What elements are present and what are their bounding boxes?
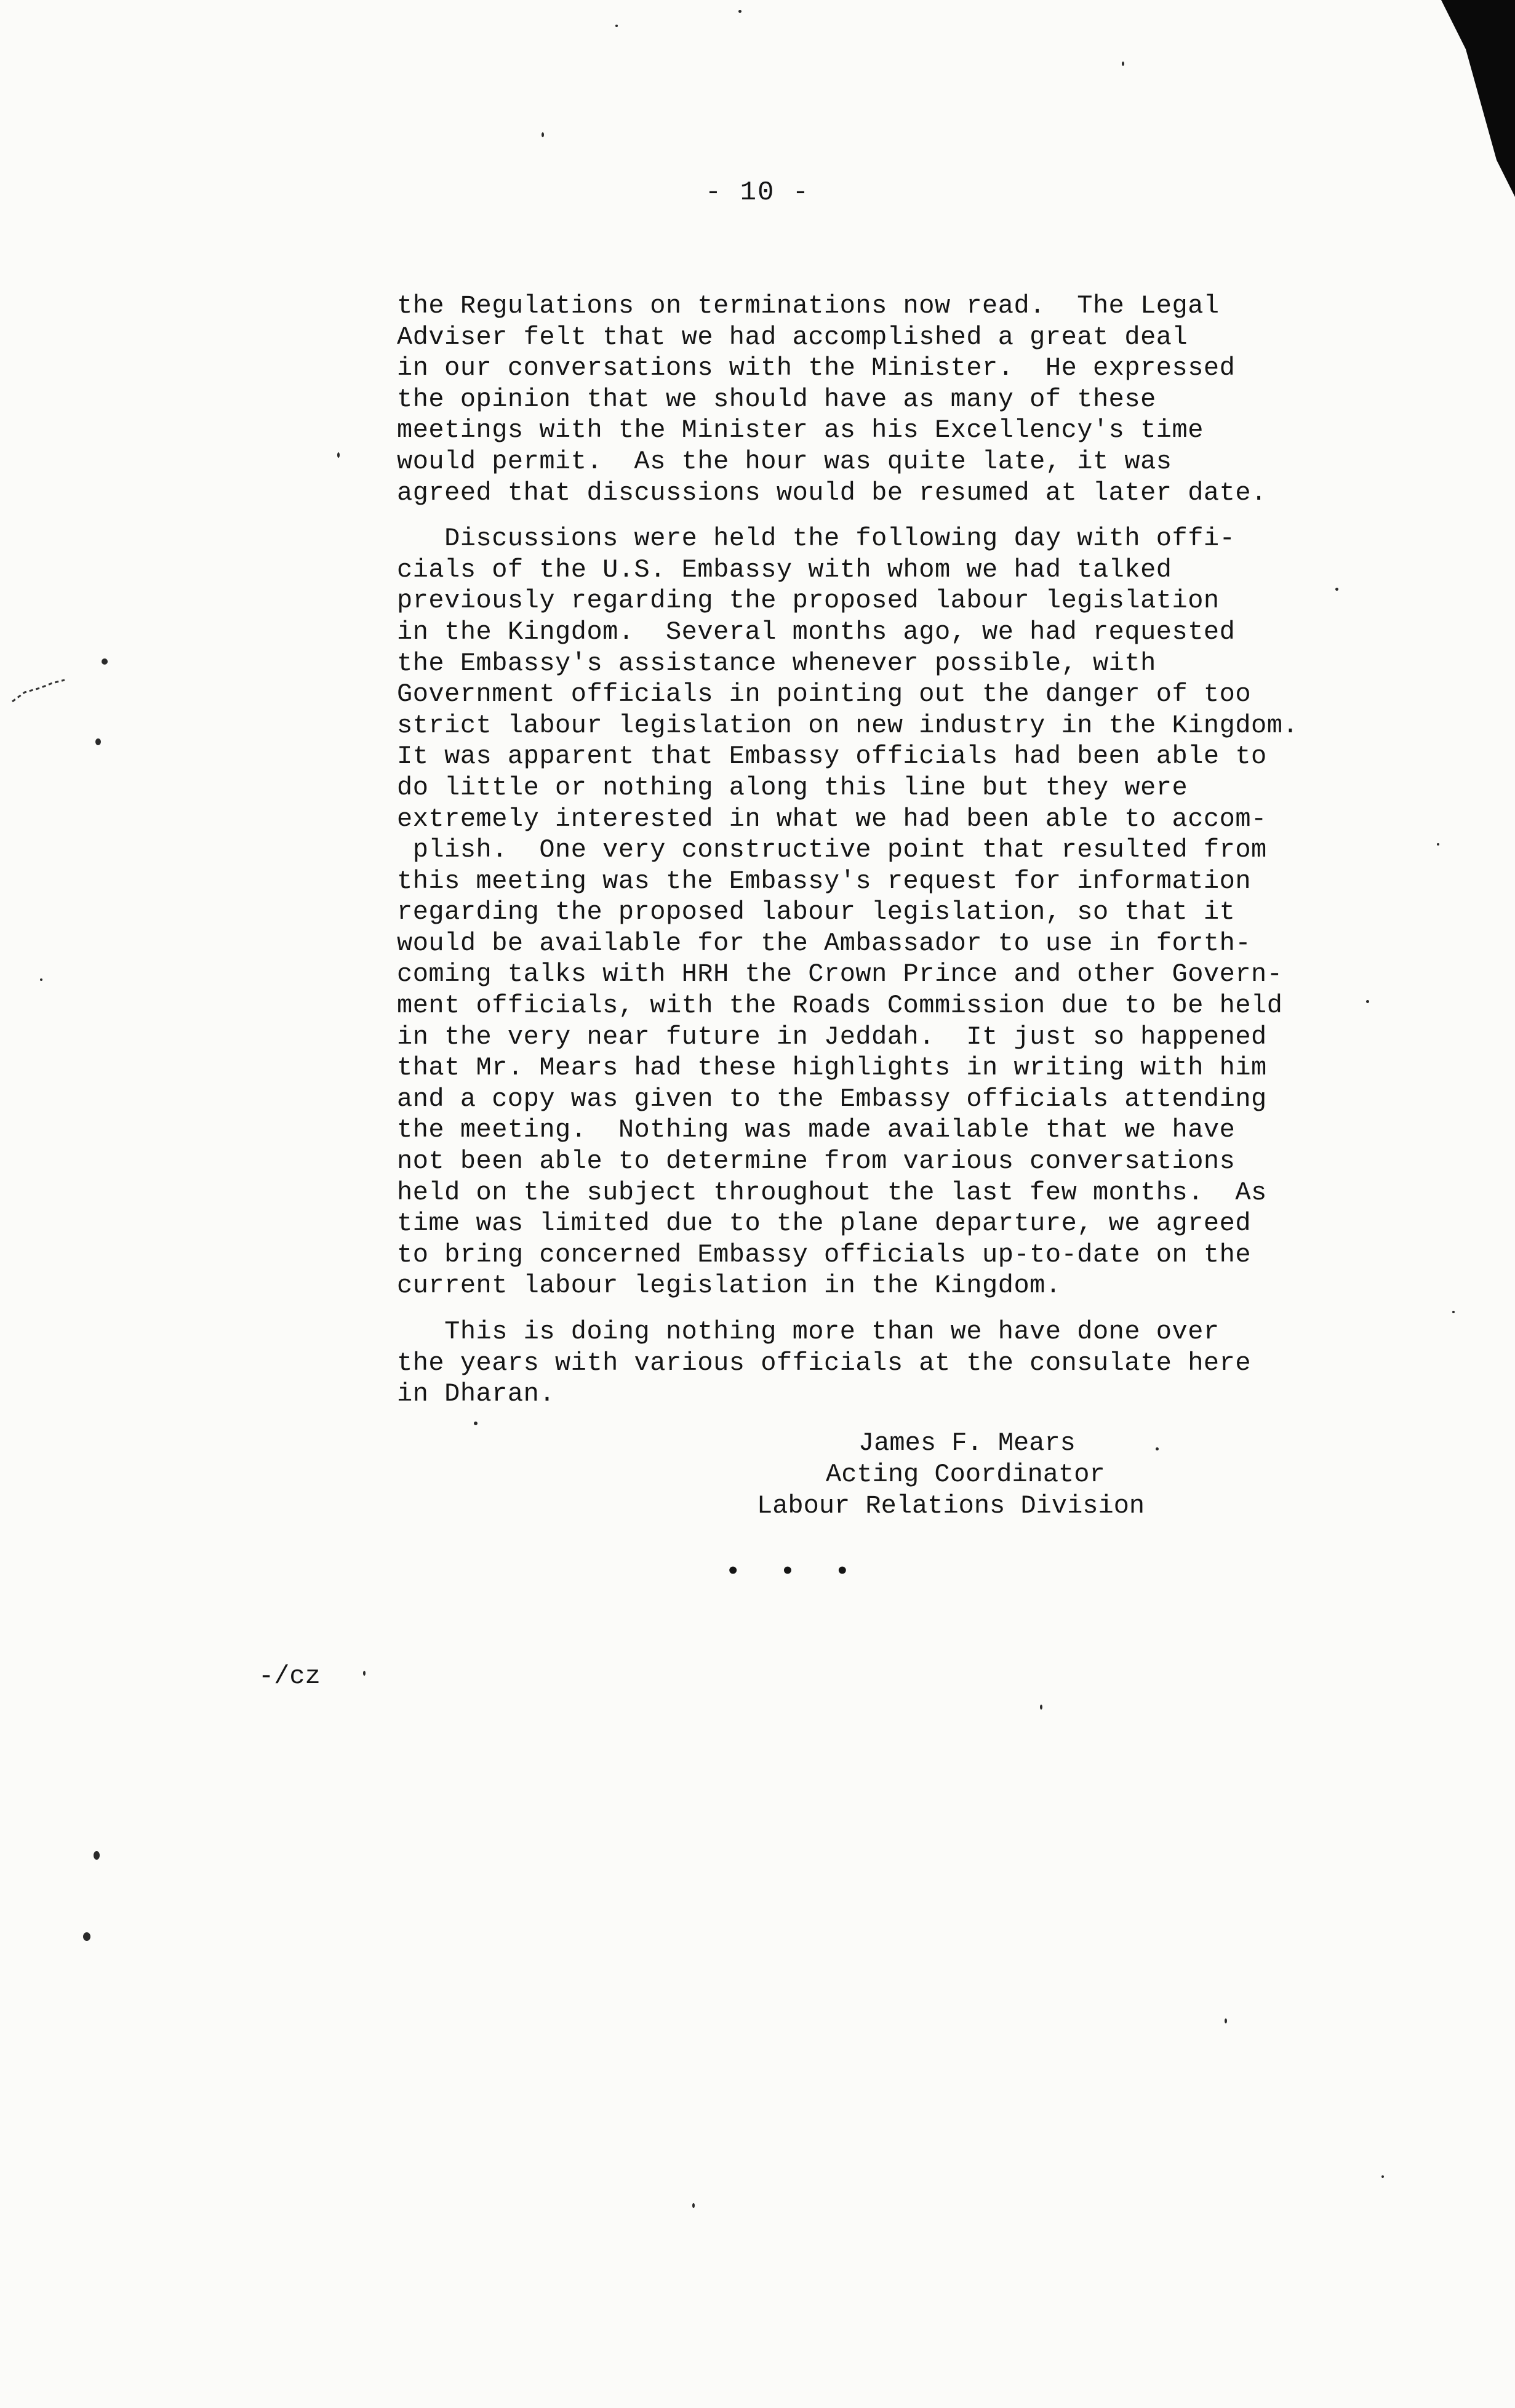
scan-speck bbox=[1335, 588, 1338, 591]
text-line: agreed that discussions would be resumed at later date. bbox=[397, 478, 1267, 508]
signatory-division: Labour Relations Division bbox=[757, 1491, 1145, 1521]
scan-speck bbox=[1122, 62, 1124, 66]
text-line: plish. One very constructive point that resulted from bbox=[397, 835, 1267, 865]
scan-speck bbox=[1366, 1000, 1369, 1003]
scan-speck bbox=[94, 1851, 100, 1860]
text-line: It was apparent that Embassy officials had been able to bbox=[397, 742, 1267, 772]
scan-speck bbox=[1437, 843, 1439, 846]
section-ellipsis: • • • bbox=[725, 1557, 862, 1588]
text-line: This is doing nothing more than we have done over bbox=[397, 1317, 1220, 1346]
text-line: meetings with the Minister as his Excellency's time bbox=[397, 415, 1204, 446]
scan-speck bbox=[1225, 2018, 1227, 2023]
scan-speck bbox=[95, 738, 101, 745]
text-line: do little or nothing along this line but they were bbox=[397, 772, 1188, 802]
text-line: Adviser felt that we had accomplished a great deal bbox=[397, 322, 1188, 352]
text-line: in the very near future in Jeddah. It just so happened bbox=[397, 1022, 1267, 1052]
page-number: - 10 - bbox=[705, 177, 810, 208]
scan-speck bbox=[1156, 1447, 1159, 1450]
text-line: in the Kingdom. Several months ago, we had requested bbox=[397, 617, 1236, 647]
text-line: the Regulations on terminations now read. The Legal bbox=[397, 291, 1220, 321]
scan-speck bbox=[337, 452, 340, 458]
text-line: current labour legislation in the Kingdom. bbox=[397, 1271, 1061, 1301]
scan-speck bbox=[102, 658, 108, 665]
text-line: cials of the U.S. Embassy with whom we had talked bbox=[397, 554, 1172, 585]
text-line: in Dharan. bbox=[397, 1379, 556, 1409]
text-line: ment officials, with the Roads Commission due to be held bbox=[397, 991, 1283, 1021]
scan-speck bbox=[542, 132, 544, 137]
scan-edge-shadow bbox=[1441, 0, 1515, 197]
text-line: previously regarding the proposed labour legislation bbox=[397, 586, 1220, 616]
scan-speck bbox=[738, 10, 742, 13]
scan-speck bbox=[83, 1932, 90, 1941]
paragraph-1 bbox=[397, 290, 1357, 508]
letter-body bbox=[397, 290, 1357, 1410]
text-line: strict labour legislation on new industry in the Kingdom. bbox=[397, 710, 1299, 740]
paragraph-2 bbox=[397, 523, 1357, 1302]
text-line: time was limited due to the plane departure, we agreed bbox=[397, 1209, 1252, 1239]
text-line: regarding the proposed labour legislation, so that it bbox=[397, 897, 1236, 927]
text-line: held on the subject throughout the last few months. As bbox=[397, 1177, 1267, 1207]
text-line: the meeting. Nothing was made available that we have bbox=[397, 1115, 1236, 1145]
text-line: would permit. As the hour was quite late, it was bbox=[397, 446, 1172, 476]
scan-speck bbox=[40, 978, 42, 981]
text-line: coming talks with HRH the Crown Prince and other Govern- bbox=[397, 959, 1283, 990]
text-line: this meeting was the Embassy's request for information bbox=[397, 866, 1252, 896]
text-line: the Embassy's assistance whenever possible, with bbox=[397, 648, 1156, 678]
text-line: Government officials in pointing out the danger of too bbox=[397, 679, 1252, 710]
signatory-name: James F. Mears bbox=[858, 1428, 1076, 1458]
text-line: to bring concerned Embassy officials up-to-date on the bbox=[397, 1239, 1252, 1270]
text-line: extremely interested in what we had been able to accom- bbox=[397, 804, 1267, 834]
text-line: and a copy was given to the Embassy officials attending bbox=[397, 1084, 1267, 1114]
text-line: the opinion that we should have as many of these bbox=[397, 384, 1156, 414]
text-line: not been able to determine from various conversations bbox=[397, 1146, 1236, 1177]
text-line: would be available for the Ambassador to use in forth- bbox=[397, 928, 1252, 958]
scan-speck bbox=[474, 1422, 478, 1425]
scan-speck bbox=[363, 1671, 366, 1676]
text-line: that Mr. Mears had these highlights in writing with him bbox=[397, 1053, 1267, 1083]
typist-initials: -/cz bbox=[258, 1662, 321, 1691]
signatory-title: Acting Coordinator bbox=[826, 1460, 1105, 1489]
scan-speck bbox=[1452, 1311, 1455, 1313]
paragraph-3 bbox=[397, 1316, 1357, 1410]
scan-speck bbox=[1381, 2175, 1384, 2178]
scan-speck bbox=[692, 2203, 695, 2208]
signature-block bbox=[757, 1428, 1145, 1522]
scan-speck bbox=[1040, 1705, 1042, 1710]
text-line: Discussions were held the following day with offi- bbox=[397, 524, 1236, 554]
scan-smudge bbox=[6, 665, 80, 714]
text-line: the years with various officials at the consulate here bbox=[397, 1348, 1252, 1378]
scan-speck bbox=[615, 25, 618, 27]
text-line: in our conversations with the Minister. He expressed bbox=[397, 353, 1236, 383]
